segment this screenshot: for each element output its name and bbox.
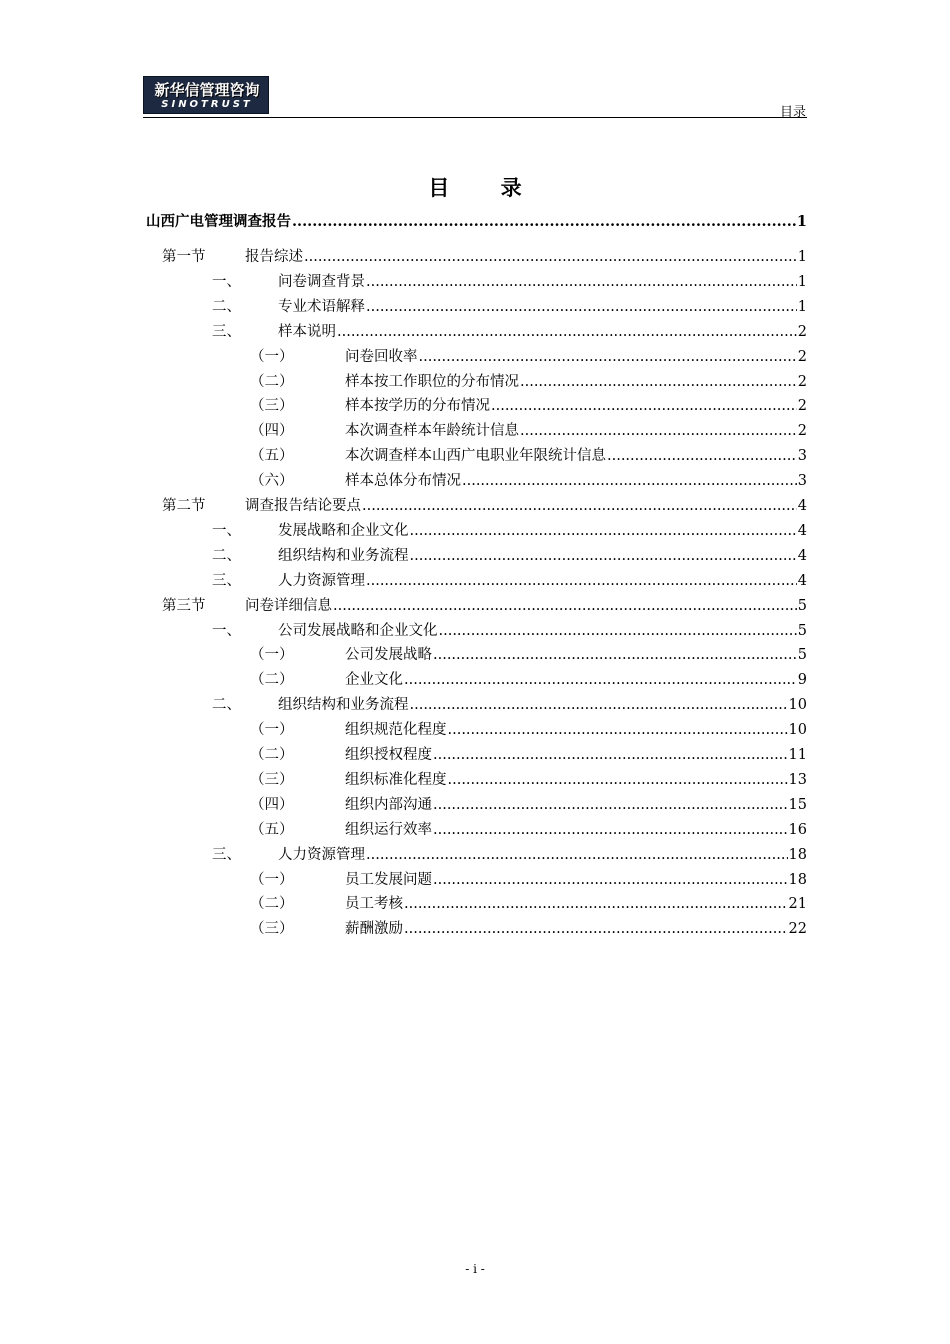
toc-entry-number: 一、: [212, 622, 241, 639]
toc-dot-leader: [433, 797, 788, 813]
toc-dot-leader: [433, 647, 797, 663]
toc-entry[interactable]: [250, 419, 807, 439]
toc-entry-number: （四）: [250, 796, 294, 813]
toc-entry-number: （三）: [250, 398, 294, 415]
toc-dot-leader: [433, 872, 788, 888]
toc-entry-number: （一）: [250, 348, 294, 365]
toc-entry[interactable]: [250, 643, 807, 663]
page-title: 目 录: [428, 175, 544, 200]
toc-dot-leader: [491, 398, 797, 414]
toc-dot-leader: [607, 448, 797, 464]
toc-entry-title: 组织标准化程度: [345, 771, 447, 788]
toc-entry-number: （一）: [250, 722, 294, 739]
toc-dot-leader: [366, 573, 797, 589]
toc-entry-number: （三）: [250, 771, 294, 788]
toc-entry-page: 5: [797, 597, 807, 614]
toc-entry-number: 第三节: [162, 597, 206, 614]
toc-entry[interactable]: [146, 210, 807, 230]
toc-entry-number: （二）: [250, 896, 294, 913]
toc-entry[interactable]: [250, 718, 807, 738]
toc-entry-number: （六）: [250, 473, 294, 490]
toc-entry-page: 4: [797, 547, 807, 564]
toc-entry-number: 二、: [212, 298, 241, 315]
toc-entry-title: 样本说明: [278, 323, 336, 340]
toc-entry[interactable]: [250, 370, 807, 390]
toc-entry[interactable]: [212, 519, 807, 539]
toc-entry[interactable]: [250, 345, 807, 365]
toc-entry[interactable]: [162, 245, 807, 265]
toc-dot-leader: [433, 822, 788, 838]
toc-entry-title: 样本总体分布情况: [345, 473, 461, 490]
toc-entry-page: 5: [797, 647, 807, 664]
toc-entry-title: 员工考核: [345, 896, 403, 913]
logo-english-text: SINOTRUST: [161, 99, 253, 110]
toc-entry[interactable]: [212, 693, 807, 713]
toc-entry-page: 2: [797, 423, 807, 440]
toc-entry-number: （五）: [250, 821, 294, 838]
toc-dot-leader: [404, 672, 797, 688]
toc-entry-page: 2: [797, 348, 807, 365]
toc-entry[interactable]: [212, 544, 807, 564]
toc-entry-page: 18: [788, 846, 807, 863]
toc-entry-title: 组织结构和业务流程: [278, 547, 409, 564]
toc-entry-title: 调查报告结论要点: [245, 498, 361, 514]
toc-entry-title: 本次调查样本年龄统计信息: [345, 423, 519, 440]
toc-entry-page: 15: [788, 796, 807, 813]
header-section-label: 目录: [779, 105, 806, 120]
toc-entry[interactable]: [250, 743, 807, 763]
toc-entry-title: 薪酬激励: [345, 921, 403, 938]
toc-entry-page: 3: [797, 473, 807, 490]
company-logo: [143, 76, 269, 114]
toc-entry[interactable]: [212, 320, 807, 340]
toc-entry-page: 4: [797, 498, 807, 514]
toc-entry-page: 1: [797, 249, 807, 265]
toc-dot-leader: [520, 423, 797, 439]
toc-entry-number: （二）: [250, 672, 294, 689]
toc-entry[interactable]: [250, 444, 807, 464]
toc-entry-page: 10: [788, 697, 807, 714]
toc-dot-leader: [520, 374, 797, 390]
toc-entry-title: 企业文化: [345, 672, 403, 689]
toc-entry-number: 第二节: [162, 498, 206, 514]
toc-entry[interactable]: [212, 270, 807, 290]
toc-dot-leader: [448, 722, 788, 738]
toc-entry-number: （一）: [250, 647, 294, 664]
toc-entry-page: 10: [788, 722, 807, 739]
toc-entry-title: 员工发展问题: [345, 871, 432, 888]
toc-entry-number: （五）: [250, 448, 294, 465]
toc-entry-title: 组织内部沟通: [345, 796, 432, 813]
toc-entry-page: 1: [797, 298, 807, 315]
toc-entry-number: （二）: [250, 373, 294, 390]
toc-entry-number: 二、: [212, 547, 241, 564]
toc-entry-title: 人力资源管理: [278, 846, 365, 863]
toc-entry-page: 4: [797, 572, 807, 589]
toc-dot-leader: [448, 772, 788, 788]
toc-entry-number: 三、: [212, 323, 241, 340]
toc-entry[interactable]: [250, 892, 807, 912]
toc-dot-leader: [410, 523, 797, 539]
toc-entry-title: 组织运行效率: [345, 821, 432, 838]
toc-entry[interactable]: [212, 843, 807, 863]
toc-entry-number: 第一节: [162, 249, 206, 265]
toc-dot-leader: [366, 847, 788, 863]
toc-dot-leader: [462, 473, 797, 489]
toc-dot-leader: [292, 213, 796, 230]
toc-entry-page: 2: [797, 398, 807, 415]
toc-entry[interactable]: [212, 619, 807, 639]
toc-entry[interactable]: [250, 917, 807, 937]
toc-entry[interactable]: [250, 394, 807, 414]
toc-entry[interactable]: [250, 768, 807, 788]
toc-entry-number: （一）: [250, 871, 294, 888]
toc-entry[interactable]: [250, 469, 807, 489]
toc-entry-page: 4: [797, 522, 807, 539]
toc-entry[interactable]: [162, 494, 807, 514]
toc-entry-title: 组织规范化程度: [345, 722, 447, 739]
toc-entry-number: 三、: [212, 572, 241, 589]
toc-entry[interactable]: [250, 868, 807, 888]
toc-entry-title: 样本按学历的分布情况: [345, 398, 490, 415]
toc-dot-leader: [366, 299, 797, 315]
toc-dot-leader: [433, 747, 788, 763]
toc-entry[interactable]: [162, 594, 807, 614]
toc-dot-leader: [333, 598, 797, 614]
toc-entry-number: 三、: [212, 846, 241, 863]
toc-entry-number: （四）: [250, 423, 294, 440]
page-number: - i -: [465, 1262, 485, 1276]
header-divider: [143, 117, 807, 118]
toc-entry[interactable]: [250, 818, 807, 838]
toc-dot-leader: [419, 349, 797, 365]
toc-dot-leader: [304, 249, 797, 265]
toc-entry-title: 问卷回收率: [345, 348, 418, 365]
toc-entry-number: 二、: [212, 697, 241, 714]
toc-entry-page: 21: [788, 896, 807, 913]
toc-entry[interactable]: [250, 793, 807, 813]
toc-entry-number: 一、: [212, 522, 241, 539]
toc-entry-page: 18: [788, 871, 807, 888]
toc-entry-title: 报告综述: [245, 249, 303, 265]
toc-entry-page: 2: [797, 323, 807, 340]
toc-entry-page: 16: [788, 821, 807, 838]
toc-dot-leader: [410, 548, 797, 564]
toc-entry-title: 公司发展战略: [345, 647, 432, 664]
toc-dot-leader: [410, 697, 788, 713]
toc-dot-leader: [404, 921, 788, 937]
toc-entry-page: 22: [788, 921, 807, 938]
toc-entry-page: 1: [797, 273, 807, 290]
toc-entry[interactable]: [250, 668, 807, 688]
toc-dot-leader: [439, 623, 797, 639]
toc-entry-number: （二）: [250, 747, 294, 763]
toc-dot-leader: [337, 324, 797, 340]
toc-dot-leader: [366, 274, 797, 290]
toc-entry[interactable]: [212, 569, 807, 589]
toc-entry-title: 本次调查样本山西广电职业年限统计信息: [345, 448, 606, 465]
toc-entry[interactable]: [212, 295, 807, 315]
toc-entry-page: 11: [788, 747, 807, 763]
toc-entry-title: 山西广电管理调查报告: [146, 213, 291, 230]
toc-entry-title: 专业术语解释: [278, 298, 365, 315]
toc-entry-title: 样本按工作职位的分布情况: [345, 373, 519, 390]
toc-entry-page: 5: [797, 622, 807, 639]
toc-entry-title: 问卷详细信息: [245, 597, 332, 614]
toc-entry-title: 组织授权程度: [345, 747, 432, 763]
toc-dot-leader: [404, 896, 788, 912]
logo-chinese-text: 新华信管理咨询: [154, 81, 260, 99]
toc-entry-page: 9: [797, 672, 807, 689]
toc-entry-title: 人力资源管理: [278, 572, 365, 589]
toc-dot-leader: [362, 498, 797, 514]
toc-entry-number: 一、: [212, 273, 241, 290]
toc-entry-title: 组织结构和业务流程: [278, 697, 409, 714]
toc-entry-number: （三）: [250, 921, 294, 938]
toc-entry-title: 问卷调查背景: [278, 273, 365, 290]
toc-entry-page: 3: [797, 448, 807, 465]
toc-entry-title: 公司发展战略和企业文化: [278, 622, 438, 639]
toc-entry-page: 1: [796, 213, 807, 230]
toc-entry-page: 13: [788, 771, 807, 788]
toc-entry-page: 2: [797, 373, 807, 390]
toc-entry-title: 发展战略和企业文化: [278, 522, 409, 539]
